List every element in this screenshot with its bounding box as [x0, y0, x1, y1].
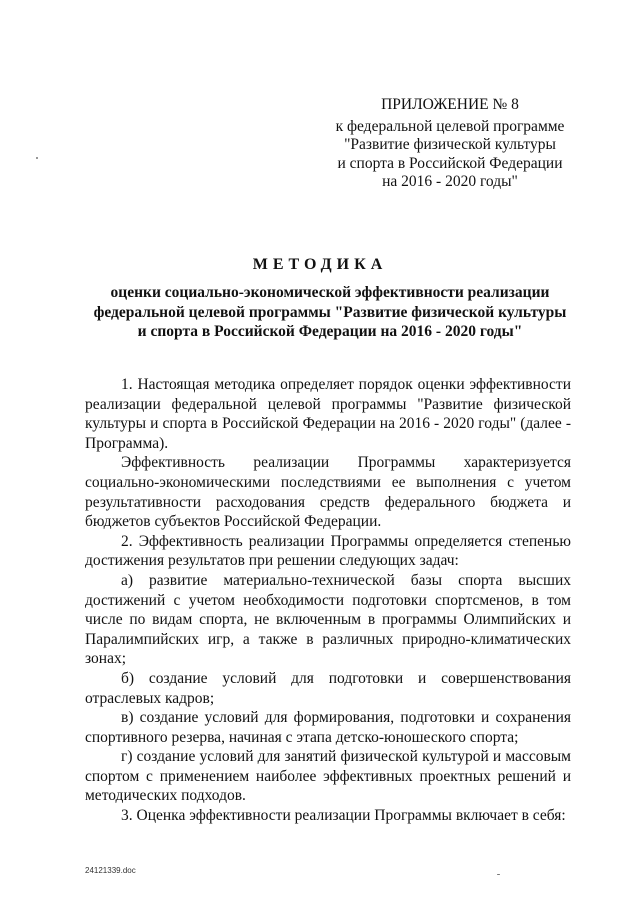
- footer-filename: 24121339.doc: [85, 866, 136, 875]
- paragraph: а) развитие материально-технической базы спорта высших достижений с учетом необходимости подготовки спортсменов, в том числе по видам спорта, не включенным в программы Олимпийских и Паралимпийских игр, а также в различных природно-климатических зонах;: [85, 571, 571, 668]
- subtitle-line: федеральной целевой программы "Развитие физической культуры: [93, 303, 567, 321]
- paragraph: г) создание условий для занятий физической культурой и массовым спортом с применением наиболее эффективных проектных решений и методических подходов.: [85, 748, 571, 805]
- document-body: [85, 375, 571, 826]
- annex-heading: ПРИЛОЖЕНИЕ № 8: [381, 96, 519, 113]
- document-subtitle: [90, 283, 570, 342]
- scan-speck: [497, 874, 500, 875]
- subtitle-line: оценки социально-экономической эффективности реализации: [110, 284, 550, 301]
- document-title: МЕТОДИКА: [252, 256, 388, 273]
- annex-line: к федеральной целевой программе: [335, 117, 565, 135]
- annex-block: [330, 96, 570, 192]
- paragraph: б) создание условий для подготовки и совершенствования отраслевых кадров;: [85, 669, 571, 707]
- scan-speck: [36, 157, 38, 159]
- annex-line: на 2016 - 2020 годы": [382, 173, 518, 190]
- annex-line: и спорта в Российской Федерации: [337, 154, 563, 172]
- paragraph: 1. Настоящая методика определяет порядок оценки эффективности реализации федеральной целевой программы "Развитие физической культуры и спорта в Российской Федерации на 2016 - 2020 годы" (далее - Программа).: [85, 376, 571, 452]
- paragraph: Эффективность реализации Программы характеризуется социально-экономическими последствиями ее выполнения с учетом результативности расходования средств федерального бюджета и бюджетов субъектов Российской Федерации.: [85, 454, 571, 531]
- paragraph: 3. Оценка эффективности реализации Программы включает в себя:: [121, 807, 566, 825]
- paragraph: в) создание условий для формирования, подготовки и сохранения спортивного резерва, начиная с этапа детско-юношеского спорта;: [85, 709, 571, 746]
- annex-line: "Развитие физической культуры: [344, 136, 556, 153]
- subtitle-line: и спорта в Российской Федерации на 2016 - 2020 годы": [137, 323, 523, 340]
- paragraph: 2. Эффективность реализации Программы определяется степенью достижения результатов при решении следующих задач:: [85, 532, 571, 570]
